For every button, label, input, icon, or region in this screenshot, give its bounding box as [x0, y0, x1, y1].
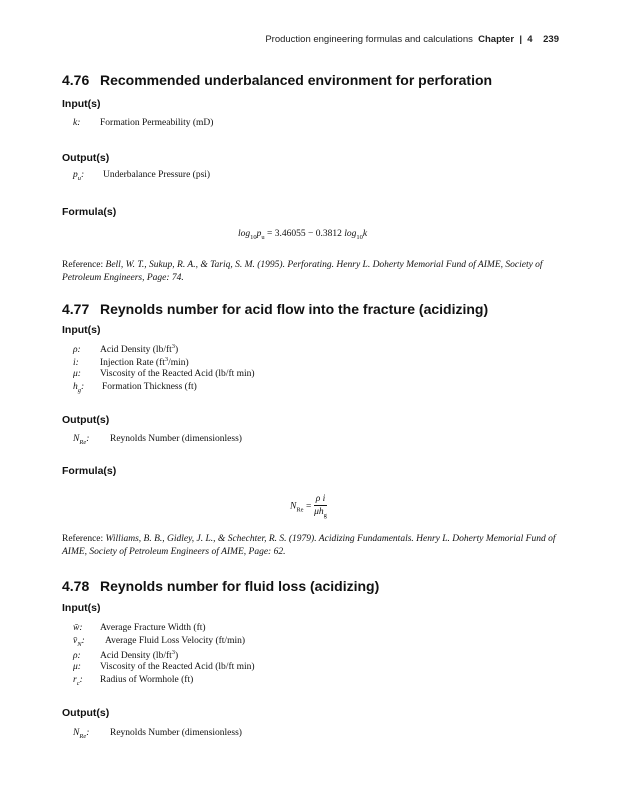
output-item [73, 728, 242, 740]
symbol-subscript: u [77, 174, 81, 182]
symbol: h [73, 382, 78, 392]
input-item [73, 675, 193, 687]
section-4-76-title [62, 72, 492, 88]
description: Underbalance Pressure (psi) [103, 170, 211, 180]
superscript: 3 [171, 649, 176, 656]
running-title: Production engineering formulas and calculations [265, 34, 473, 45]
section-number: 4.76 [62, 72, 90, 88]
description: Reynolds Number (dimensionless) [110, 434, 242, 444]
reference-text: Williams, B. B., Gidley, J. L., & Schechter, R. S. (1979). Acidizing Fundamentals. Henry L. Doherty Memorial Fund of AIME, Society of Petroleum Engineers of AIME, Page: 62. [62, 534, 556, 557]
description: Acid Density (lb/ft [100, 345, 172, 356]
input-item [73, 369, 255, 379]
symbol: μ: [73, 369, 81, 379]
header-separator: | [519, 34, 522, 45]
equals-sign: = [303, 501, 314, 512]
symbol: N [73, 434, 80, 444]
equation-body: = 3.46055 − 0.3812 [264, 229, 345, 239]
description: Average Fracture Width (ft) [100, 623, 206, 633]
section-number: 4.78 [62, 578, 90, 594]
symbol-subscript: g [77, 386, 81, 394]
superscript: 3 [171, 343, 176, 350]
symbol: N [73, 728, 80, 738]
inputs-heading: Input(s) [62, 324, 101, 336]
section-title-text: Recommended underbalanced environment for perforation [100, 72, 493, 88]
symbol-subscript: N [77, 640, 82, 648]
description: Viscosity of the Reacted Acid (lb/ft min) [100, 369, 255, 379]
symbol: i: [73, 358, 79, 369]
symbol-colon: : [81, 170, 85, 180]
section-title-text: Reynolds number for fluid loss (acidizing) [100, 578, 380, 594]
output-item [73, 434, 242, 446]
page-number: 239 [543, 34, 559, 45]
log-base: 10 [356, 233, 363, 241]
description: Radius of Wormhole (ft) [100, 675, 194, 685]
denominator: μh [314, 507, 324, 517]
symbol: w̄: [73, 623, 83, 633]
symbol-subscript: Re [79, 732, 87, 740]
section-title-text: Reynolds number for acid flow into the fracture (acidizing) [100, 301, 489, 317]
description: Injection Rate (ft [100, 358, 165, 369]
chapter-number: 4 [527, 34, 533, 45]
formula-heading: Formula(s) [62, 206, 117, 218]
log-fn: log [238, 229, 251, 239]
input-item [73, 118, 213, 128]
outputs-heading: Output(s) [62, 707, 110, 719]
input-item [73, 662, 255, 672]
reynolds-sub: Re [296, 506, 304, 514]
symbol-colon: : [81, 636, 85, 646]
section-4-77-title [62, 301, 488, 317]
section-4-78-title [62, 578, 379, 594]
symbol: μ: [73, 662, 81, 672]
description: Formation Permeability (mD) [100, 118, 214, 128]
reference-text: Bell, W. T., Sukup, R. A., & Tariq, S. M. (1995). Perforating. Henry L. Doherty Memorial Fund of AIME, Society of Petroleum Engineers, Page: 74. [62, 260, 543, 283]
symbol: v̄ [73, 636, 78, 646]
description: Formation Thickness (ft) [102, 382, 197, 392]
symbol: ρ: [73, 345, 81, 356]
input-item [73, 382, 197, 394]
reference-4-76 [62, 259, 562, 285]
numerator: ρ i [315, 494, 326, 504]
symbol: p [73, 170, 78, 180]
outputs-heading: Output(s) [62, 152, 110, 164]
pressure-var: p [256, 229, 262, 239]
permeability-var: k [362, 229, 368, 239]
outputs-heading: Output(s) [62, 414, 110, 426]
symbol: k: [73, 118, 81, 128]
symbol-colon: : [86, 728, 90, 738]
reference-label: Reference: [62, 534, 106, 544]
symbol-subscript: c [76, 679, 80, 687]
reference-4-77 [62, 533, 562, 559]
inputs-heading: Input(s) [62, 98, 101, 110]
description: Reynolds Number (dimensionless) [110, 728, 242, 738]
symbol-colon: : [81, 382, 85, 392]
input-item [73, 623, 206, 633]
description: Viscosity of the Reacted Acid (lb/ft min) [100, 662, 255, 672]
symbol-subscript: Re [79, 438, 87, 446]
description-tail: /min) [168, 358, 189, 369]
fraction [314, 494, 328, 519]
log-base: 10 [250, 233, 257, 241]
symbol-colon: : [79, 675, 83, 685]
denominator-sub: g [323, 511, 327, 519]
formula-4-77 [290, 494, 327, 519]
log-fn: log [344, 229, 357, 239]
chapter-label: Chapter [478, 34, 515, 45]
description-tail: ) [175, 345, 179, 356]
input-item [73, 343, 178, 355]
running-header [265, 34, 559, 45]
reynolds-symbol: N [290, 501, 297, 512]
input-item [73, 649, 178, 661]
description: Acid Density (lb/ft [100, 651, 172, 662]
reference-label: Reference: [62, 260, 106, 270]
description: Average Fluid Loss Velocity (ft/min) [105, 636, 246, 646]
description-tail: ) [175, 651, 179, 662]
output-item [73, 170, 210, 182]
symbol: r [73, 675, 77, 685]
input-item [73, 356, 189, 368]
symbol: ρ: [73, 651, 81, 662]
section-number: 4.77 [62, 301, 90, 317]
pressure-sub: u [261, 233, 265, 241]
input-item [73, 636, 245, 648]
formula-heading: Formula(s) [62, 465, 117, 477]
superscript: 3 [164, 356, 169, 363]
inputs-heading: Input(s) [62, 602, 101, 614]
formula-4-76 [238, 229, 367, 241]
symbol-colon: : [86, 434, 90, 444]
